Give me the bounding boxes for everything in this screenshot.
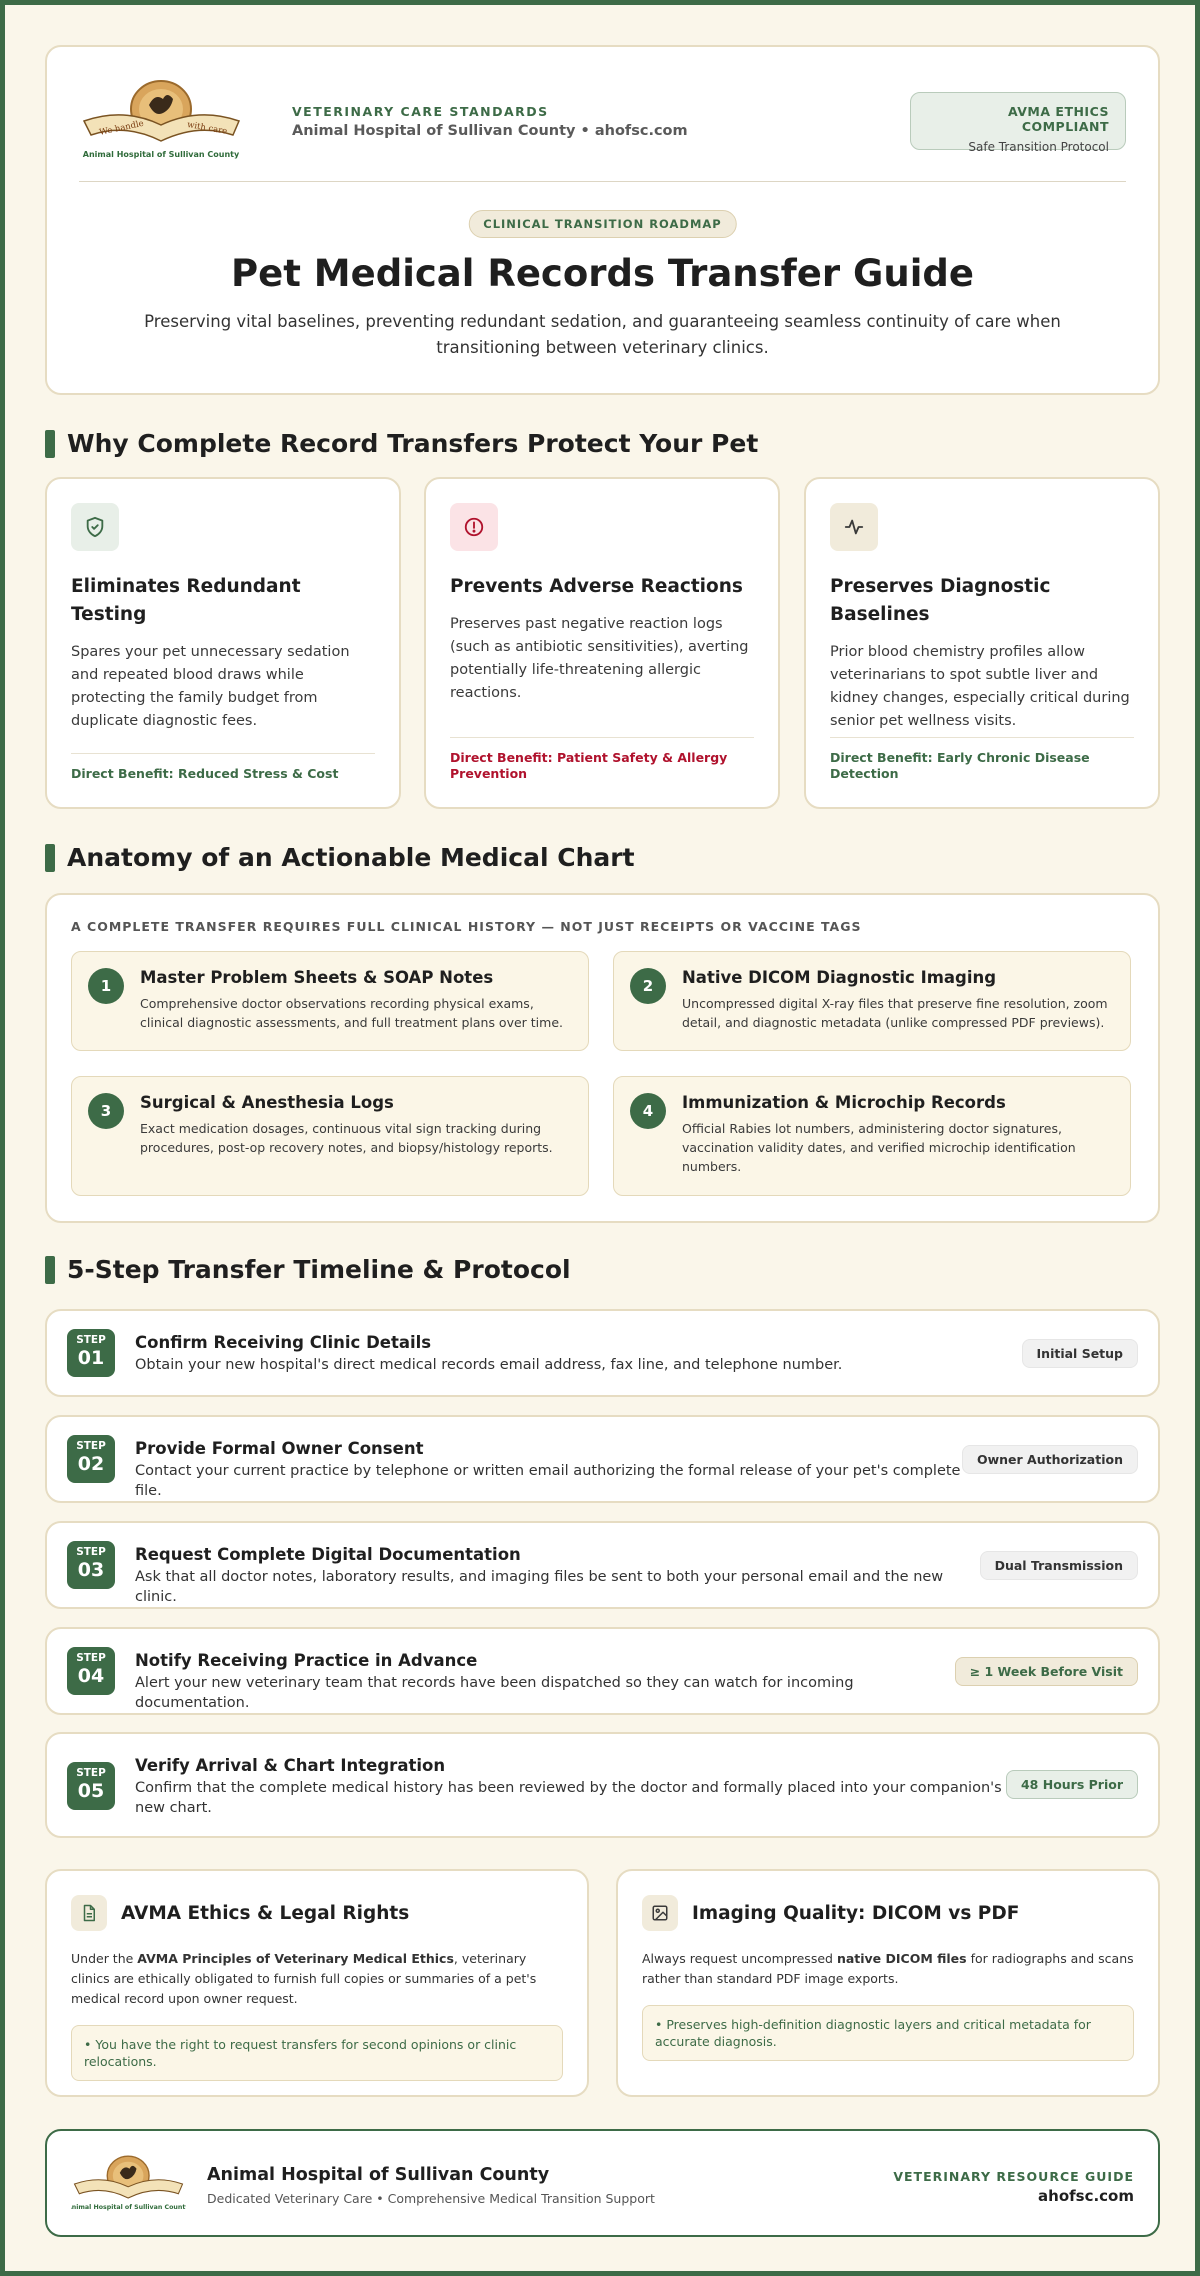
compliance-title: AVMA ETHICS COMPLIANT bbox=[1007, 104, 1109, 134]
step-body: Alert your new veterinary team that records have been dispatched so they can watch for incoming documentation. bbox=[135, 1675, 854, 1711]
timeline-step bbox=[45, 1627, 1160, 1715]
step-label: STEP bbox=[76, 1334, 106, 1346]
step-title: Confirm Receiving Clinic Details bbox=[135, 1333, 432, 1352]
anatomy-number: 3 bbox=[88, 1093, 124, 1129]
step-badge bbox=[67, 1762, 115, 1810]
section-title: 5-Step Transfer Timeline & Protocol bbox=[67, 1255, 571, 1284]
benefit-card-reactions bbox=[424, 477, 780, 809]
brand-line: Animal Hospital of Sullivan County • ahofsc.com bbox=[292, 123, 688, 139]
imaging-card bbox=[616, 1869, 1160, 2097]
step-title: Provide Formal Owner Consent bbox=[135, 1439, 424, 1458]
imaging-card-header bbox=[642, 1895, 1134, 1931]
anatomy-item-title: Immunization & Microchip Records bbox=[682, 1093, 1006, 1112]
section-title: Why Complete Record Transfers Protect Your Pet bbox=[67, 429, 759, 458]
image-icon bbox=[642, 1895, 678, 1931]
imaging-title: Imaging Quality: DICOM vs PDF bbox=[692, 1902, 1020, 1924]
ethics-card bbox=[45, 1869, 589, 2097]
anatomy-kicker: A COMPLETE TRANSFER REQUIRES FULL CLINICAL HISTORY — NOT JUST RECEIPTS OR VACCINE TAGS bbox=[71, 919, 862, 934]
benefit-card-baselines bbox=[804, 477, 1160, 809]
section-accent-bar bbox=[45, 430, 55, 458]
imaging-body-bold: native DICOM files bbox=[836, 1951, 967, 1966]
shield-check-icon bbox=[71, 503, 119, 551]
step-badge bbox=[67, 1329, 115, 1377]
step-label: STEP bbox=[76, 1767, 106, 1779]
section-title: Anatomy of an Actionable Medical Chart bbox=[67, 843, 635, 872]
ethics-body-bold: AVMA Principles of Veterinary Medical Ethics bbox=[137, 1951, 454, 1966]
anatomy-item-body: Comprehensive doctor observations recording physical exams, clinical diagnostic assessments, and full treatment plans over time. bbox=[140, 996, 563, 1030]
footer-tagline: Dedicated Veterinary Care • Comprehensive Medical Transition Support bbox=[207, 2191, 655, 2206]
footer-logo-caption: Animal Hospital of Sullivan County bbox=[71, 2204, 186, 2212]
step-badge bbox=[67, 1647, 115, 1695]
alert-circle-icon bbox=[450, 503, 498, 551]
activity-icon bbox=[830, 503, 878, 551]
benefit-body: Spares your pet unnecessary sedation and repeated blood draws while protecting the family budget from duplicate diagnostic fees. bbox=[71, 644, 350, 729]
logo-caption: Animal Hospital of Sullivan County bbox=[82, 150, 240, 159]
timeline-step bbox=[45, 1309, 1160, 1397]
step-tag: Dual Transmission bbox=[980, 1551, 1138, 1580]
section-heading-timeline bbox=[45, 1255, 571, 1284]
step-title: Request Complete Digital Documentation bbox=[135, 1545, 521, 1564]
timeline-step bbox=[45, 1732, 1160, 1838]
step-tag: ≥ 1 Week Before Visit bbox=[955, 1657, 1138, 1686]
hero-card bbox=[45, 45, 1160, 395]
step-label: STEP bbox=[76, 1652, 106, 1664]
benefit-title: Prevents Adverse Reactions bbox=[450, 576, 743, 597]
compliance-subtitle: Safe Transition Protocol bbox=[968, 140, 1109, 154]
benefit-body: Preserves past negative reaction logs (such as antibiotic sensitivities), averting potentially life-threatening allergic reactions. bbox=[450, 616, 749, 701]
ethics-card-header bbox=[71, 1895, 563, 1931]
section-accent-bar bbox=[45, 1256, 55, 1284]
ethics-title: AVMA Ethics & Legal Rights bbox=[121, 1902, 410, 1924]
benefit-title: Preserves Diagnostic Baselines bbox=[830, 576, 1051, 625]
benefit-footer: Direct Benefit: Reduced Stress & Cost bbox=[71, 753, 375, 782]
step-label: STEP bbox=[76, 1546, 106, 1558]
section-heading-anatomy bbox=[45, 843, 635, 872]
footer-website-link[interactable]: ahofsc.com bbox=[1038, 2187, 1134, 2205]
anatomy-item bbox=[613, 951, 1131, 1051]
footer-kicker: VETERINARY RESOURCE GUIDE bbox=[893, 2169, 1134, 2184]
benefit-card-testing bbox=[45, 477, 401, 809]
step-tag: 48 Hours Prior bbox=[1006, 1770, 1138, 1799]
benefit-title: Eliminates Redundant Testing bbox=[71, 576, 301, 625]
anatomy-item-body: Uncompressed digital X-ray files that preserve fine resolution, zoom detail, and diagnostic metadata (unlike compressed PDF previews). bbox=[682, 996, 1108, 1030]
logo-banner-left: We handle bbox=[98, 118, 145, 138]
benefit-body: Prior blood chemistry profiles allow veterinarians to spot subtle liver and kidney changes, especially critical during senior pet wellness visits. bbox=[830, 644, 1130, 729]
ethics-note: • You have the right to request transfers for second opinions or clinic relocations. bbox=[71, 2025, 563, 2081]
step-title: Verify Arrival & Chart Integration bbox=[135, 1756, 446, 1775]
timeline-step bbox=[45, 1415, 1160, 1503]
section-heading-benefits bbox=[45, 429, 758, 458]
roadmap-pill: CLINICAL TRANSITION ROADMAP bbox=[468, 210, 736, 238]
footer-logo bbox=[71, 2153, 186, 2213]
footer bbox=[45, 2129, 1160, 2237]
anatomy-item-title: Master Problem Sheets & SOAP Notes bbox=[140, 968, 494, 987]
imaging-body-post: for radiographs and scans rather than standard PDF image exports. bbox=[642, 1951, 1134, 1986]
step-tag: Owner Authorization bbox=[962, 1445, 1138, 1474]
step-number: 05 bbox=[77, 1780, 105, 1802]
ethics-body-post: , veterinary clinics are ethically obligated to furnish full copies or summaries of a pet's medical record upon owner request. bbox=[71, 1951, 537, 2006]
anatomy-number: 2 bbox=[630, 968, 666, 1004]
step-number: 01 bbox=[77, 1347, 105, 1369]
anatomy-card bbox=[45, 893, 1160, 1223]
anatomy-item bbox=[613, 1076, 1131, 1196]
step-number: 04 bbox=[77, 1665, 105, 1687]
step-label: STEP bbox=[76, 1440, 106, 1452]
brand-kicker: VETERINARY CARE STANDARDS bbox=[292, 104, 549, 119]
anatomy-item bbox=[71, 951, 589, 1051]
imaging-body bbox=[642, 1949, 1134, 1989]
step-badge bbox=[67, 1435, 115, 1483]
imaging-body-pre: Always request uncompressed bbox=[642, 1951, 837, 1966]
anatomy-number: 1 bbox=[88, 968, 124, 1004]
anatomy-item-body: Exact medication dosages, continuous vital sign tracking during procedures, post-op recovery notes, and biopsy/histology reports. bbox=[140, 1121, 553, 1155]
hospital-logo bbox=[79, 77, 244, 162]
imaging-note: • Preserves high-definition diagnostic layers and critical metadata for accurate diagnosis. bbox=[642, 2005, 1134, 2061]
anatomy-item-title: Native DICOM Diagnostic Imaging bbox=[682, 968, 997, 987]
timeline-step bbox=[45, 1521, 1160, 1609]
step-body: Contact your current practice by telephone or written email authorizing the formal release of your pet's complete file. bbox=[135, 1463, 961, 1499]
step-body: Obtain your new hospital's direct medical records email address, fax line, and telephone number. bbox=[135, 1357, 843, 1373]
ethics-body bbox=[71, 1949, 563, 2009]
anatomy-item-title: Surgical & Anesthesia Logs bbox=[140, 1093, 394, 1112]
step-title: Notify Receiving Practice in Advance bbox=[135, 1651, 478, 1670]
step-body: Confirm that the complete medical history has been reviewed by the doctor and formally placed into your companion's new chart. bbox=[135, 1780, 1002, 1816]
document-icon bbox=[71, 1895, 107, 1931]
step-body: Ask that all doctor notes, laboratory results, and imaging files be sent to both your personal email and the new clinic. bbox=[135, 1569, 944, 1605]
benefit-footer: Direct Benefit: Patient Safety & Allergy Prevention bbox=[450, 737, 754, 782]
step-badge bbox=[67, 1541, 115, 1589]
anatomy-number: 4 bbox=[630, 1093, 666, 1129]
hero-top bbox=[79, 47, 1126, 182]
logo-banner-right: with care bbox=[186, 119, 228, 137]
anatomy-item-body: Official Rabies lot numbers, administering doctor signatures, vaccination validity dates, and verified microchip identification numbers. bbox=[682, 1121, 1076, 1174]
ethics-body-pre: Under the bbox=[71, 1951, 138, 1966]
anatomy-item bbox=[71, 1076, 589, 1196]
compliance-badge bbox=[910, 92, 1126, 154]
footer-hospital-name: Animal Hospital of Sullivan County bbox=[207, 2165, 550, 2185]
step-number: 03 bbox=[77, 1559, 105, 1581]
step-tag: Initial Setup bbox=[1022, 1339, 1138, 1368]
page-subtitle: Preserving vital baselines, preventing redundant sedation, and guaranteeing seamless continuity of care when transitioning between veterinary clinics. bbox=[144, 312, 1061, 357]
step-number: 02 bbox=[77, 1453, 105, 1475]
benefit-footer: Direct Benefit: Early Chronic Disease Detection bbox=[830, 737, 1134, 782]
page-title: Pet Medical Records Transfer Guide bbox=[231, 252, 974, 295]
section-accent-bar bbox=[45, 844, 55, 872]
